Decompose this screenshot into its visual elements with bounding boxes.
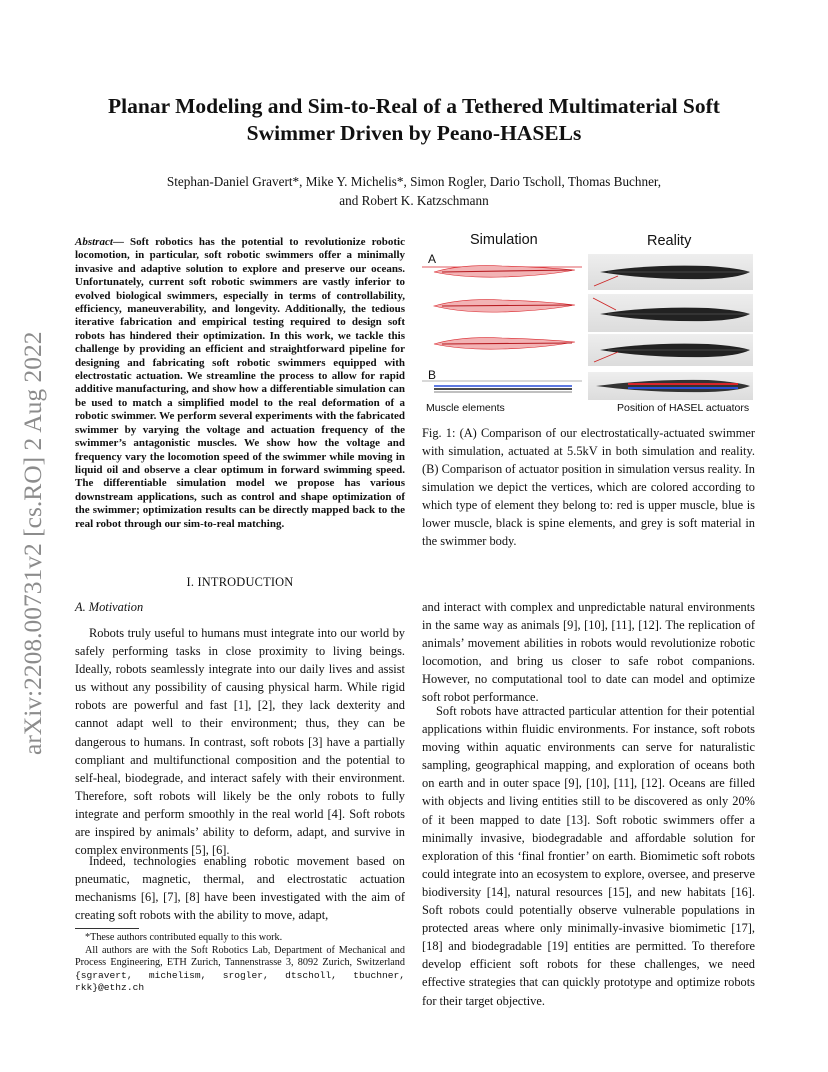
footnote-affiliation-text: All authors are with the Soft Robotics Lab, Department of Mechanical and Process Engineering, ETH Zurich, Tannenstrasse 3, 8092 Zurich, Switzerland [75,944,405,969]
paper-title [60,93,768,147]
reality-photo-2 [588,294,753,332]
reality-photo-actuators [588,372,753,400]
abstract-text: — Soft robotics has the potential to revolutionize robotic locomotion, in particular, soft robotic swimmers offer a minimally invasive and adaptive solution to explore and preserve our oceans. Unfortunately, current soft robotic swimmers are vastly inferior to evolved biological swimmers, especially in terms of controllability, efficiency, maneuverability, and longevity. Additionally, the tedious iterative fabrication and empirical testing required to design soft robots has hindered their optimization. In this work, we tackle this challenge by providing an efficient and straightforward pipeline for designing and fabricating soft robotic swimmers equipped with electrostatic actuation. We streamline the process to allow for rapid additive manufacturing, and show how a differentiable simulation can be used to match a simplified model to the real deformation of a robotic swimmer. We perform several experiments with the fabricated swimmer by varying the voltage and actuation frequency of the swimmer’s antagonistic muscles. We show how the voltage and frequency vary the locomotion speed of the swimmer while moving in liquid oil and observe a clear optimum in forward swimming speed. The differentiable simulation model we propose has various downstream applications, such as control and shape optimization of the swimmer; optimization results can be directly mapped back to the real robot through our sim-to-real matching. [75,236,405,530]
title-line-1: Planar Modeling and Sim-to-Real of a Tethered Multimaterial Soft [108,94,720,118]
reality-photo-1 [588,254,753,290]
reality-swimmer-actuators [596,380,750,392]
arxiv-stamp [12,290,52,760]
footnotes [75,932,405,995]
figure-label-a: A [428,252,437,266]
intro-paragraph-2: Indeed, technologies enabling robotic movement based on pneumatic, magnetic, thermal, and electrostatic actuation mechanisms [6], [7], [8] have been investigated with the aim of creating soft robots with the ability to move, adapt, [75,854,405,923]
intro-paragraph-1: Robots truly useful to humans must integrate into our world by safely performing tasks in close proximity to living beings. Ideally, robots seamlessly integrate into our daily lives and assist us without any possibility of causing physical harm. While rigid robots are powerful and fast [1], [2], they lack dexterity and cannot adapt well to their environment; thus, they can be dangerous to humans. In contrast, soft robots [3] have a partially compliant and multifunctional composition and the potential to self-heal, biodegrade, and interact safely with their environment. Therefore, soft robots will likely be the only robots to fully integrate and perform smoothly in the real world [4]. Soft robots are inspired by animals’ ability to deform, adapt, and survive in complex environments [5], [6]. [75,626,405,858]
footnote-affiliation [75,945,405,995]
figure-1-caption: Fig. 1: (A) Comparison of our electrostatically-actuated swimmer with simulation, actuated at 5.5kV in both simulation and reality. (B) Comparison of actuator position in simulation versus reality. In simulation we depict the vertices, which are colored according to which type of element they belong to: red is upper muscle, blue is lower muscle, black is spine elements, and grey is soft material in the swimmer body. [422,426,755,548]
footnote-emails: {sgravert, michelism, srogler, dtscholl, tbuchner, rkk}@ethz.ch [75,969,405,994]
section-heading: I. INTRODUCTION [186,575,294,589]
authors-line-1: Stephan-Daniel Gravert*, Mike Y. Michelis*, Simon Rogler, Dario Tscholl, Thomas Buchner, [166,174,662,189]
abstract-label: Abstract [75,236,113,248]
figure-1 [422,228,755,418]
intro-paragraph-3: and interact with complex and unpredictable natural environments in the same way as animals [9], [10], [11], [12]. The replication of animals’ movement abilities in robots would revolutionize robotic locomotion, and bring us closer to safe robot companions. However, no computational tool to date can model and optimize soft robot performance. [422,600,755,705]
figure-footer-hasel-position: Position of HASEL actuators [617,402,750,414]
arxiv-stamp-text: arXiv:2208.00731v2 [cs.RO] 2 Aug 2022 [18,331,47,755]
figure-heading-simulation: Simulation [470,232,538,248]
title-line-2: Swimmer Driven by Peano-HASELs [246,121,582,145]
subsection-heading: A. Motivation [75,600,144,614]
footnote-equal-contribution: *These authors contributed equally to this work. [85,932,283,943]
abstract [75,236,405,531]
authors-line-2: and Robert K. Katzschmann [339,193,489,208]
author-list [60,172,768,210]
simulation-swimmers [422,256,582,416]
reality-photo-3 [588,334,753,366]
figure-footer-muscle-elements: Muscle elements [426,402,505,414]
intro-paragraph-4: Soft robots have attracted particular attention for their potential applications within fluidic environments. For instance, soft robots moving within aquatic environments can serve for naturalistic sampling, geographical mapping, and exploration of oceans both on earth and in outer space [9], [10], [11], [12]. Oceans are filled with objects and living entities still to be discovered as only 20% of it been mapped to date [13]. Soft robotic swimmers offer a minimally invasive, biodegradable and affordable solution for exploration of this ‘final frontier’ on earth. Biomimetic soft robots could integrate into an ecosystem to explore, oversee, and preserve biodiversity [14], natural resources [15], and new habitats [16]. Soft robots could potentially observe vulnerable populations in protected areas where only minimally-invasive biomimetic [17], [18] and biodegradable [19] entities are permitted. To therefore develop efficient soft robots for these challenges, we need effective strategies that can quickly prototype and optimize robots for their target objective. [422,704,755,1008]
figure-label-b: B [428,368,437,382]
figure-heading-reality: Reality [647,233,692,249]
footnote-divider [75,928,139,929]
